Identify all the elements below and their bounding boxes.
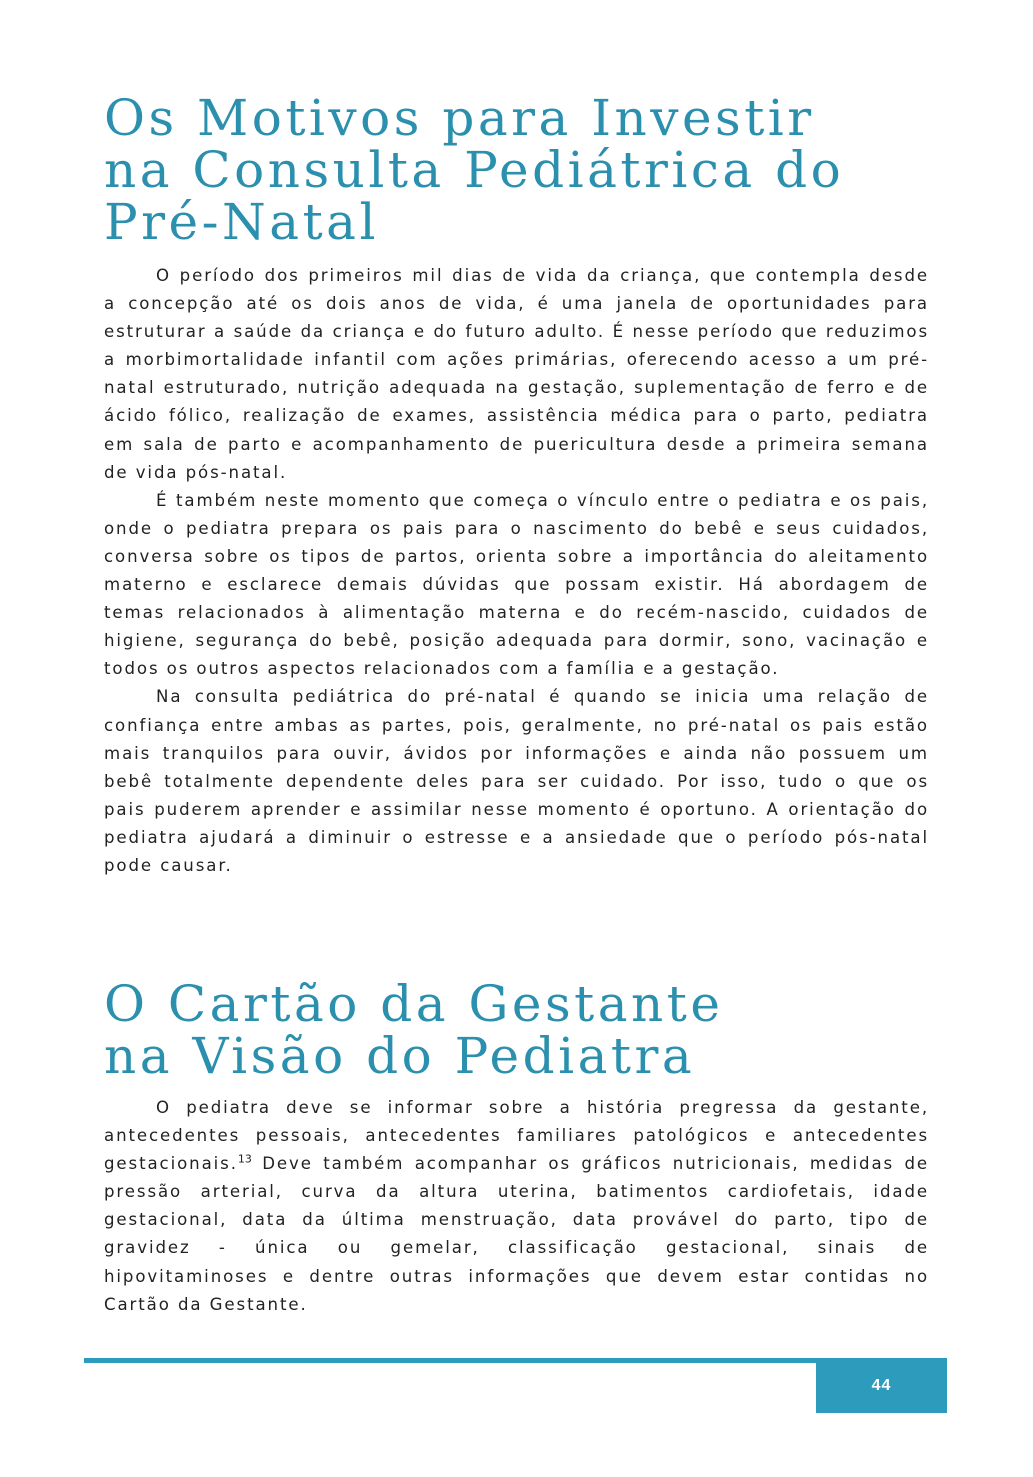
heading-line: na Consulta Pediátrica do bbox=[104, 141, 845, 199]
heading-line: O Cartão da Gestante bbox=[104, 975, 724, 1033]
footer-divider bbox=[84, 1358, 816, 1363]
heading-line: na Visão do Pediatra bbox=[104, 1027, 696, 1085]
page-number: 44 bbox=[871, 1376, 892, 1394]
section-2-heading bbox=[104, 975, 929, 1085]
page-number-box bbox=[816, 1358, 947, 1413]
paragraph bbox=[104, 1094, 929, 1319]
section-1-body bbox=[104, 262, 929, 880]
section-2-body bbox=[104, 1094, 929, 1319]
paragraph: É também neste momento que começa o vínculo entre o pediatra e os pais, onde o pediatra prepara os pais para o nascimento do bebê e seus cuidados, conversa sobre os tipos de partos, orienta sobre a importância do aleitamento materno e esclarece demais dúvidas que possam existir. Há abordagem de temas relacionados à alimentação materna e do recém-nascido, cuidados de higiene, segurança do bebê, posição adequada para dormir, sono, vacinação e todos os outros aspectos relacionados com a família e a gestação. bbox=[104, 490, 929, 679]
paragraph-text: O pediatra deve se informar sobre a história pregressa da gestante, antecedentes pessoais, antecedentes familiares patológicos e antecedentes gestacionais. bbox=[104, 1098, 929, 1174]
paragraph: O período dos primeiros mil dias de vida da criança, que contempla desde a concepção até os dois anos de vida, é uma janela de oportunidades para estruturar a saúde da criança e do futuro adulto. É nesse período que reduzimos a morbimortalidade infantil com ações primárias, oferecendo acesso a um pré-natal estruturado, nutrição adequada na gestação, suplementação de ferro e de ácido fólico, realização de exames, assistência médica para o parto, pediatra em sala de parto e acompanhamento de puericultura desde a primeira semana de vida pós-natal. bbox=[104, 266, 929, 482]
paragraph-text: Deve também acompanhar os gráficos nutricionais, medidas de pressão arterial, curva da altura uterina, batimentos cardiofetais, idade gestacional, data da última menstruação, data provável do parto, tipo de gravidez - única ou gemelar, classificação gestacional, sinais de hipovitaminoses e dentre outras informações que devem estar contidas no Cartão da Gestante. bbox=[104, 1154, 929, 1314]
section-1-heading bbox=[104, 89, 929, 251]
heading-line: Pré-Natal bbox=[104, 193, 379, 251]
heading-line: Os Motivos para Investir bbox=[104, 89, 815, 147]
paragraph: Na consulta pediátrica do pré-natal é quando se inicia uma relação de confiança entre ambas as partes, pois, geralmente, no pré-natal os pais estão mais tranquilos para ouvir, ávidos por informações e ainda não possuem um bebê totalmente dependente deles para ser cuidado. Por isso, tudo o que os pais puderem aprender e assimilar nesse momento é oportuno. A orientação do pediatra ajudará a diminuir o estresse e a ansiedade que o período pós-natal pode causar. bbox=[104, 687, 929, 875]
footnote-reference: 13 bbox=[237, 1152, 252, 1166]
